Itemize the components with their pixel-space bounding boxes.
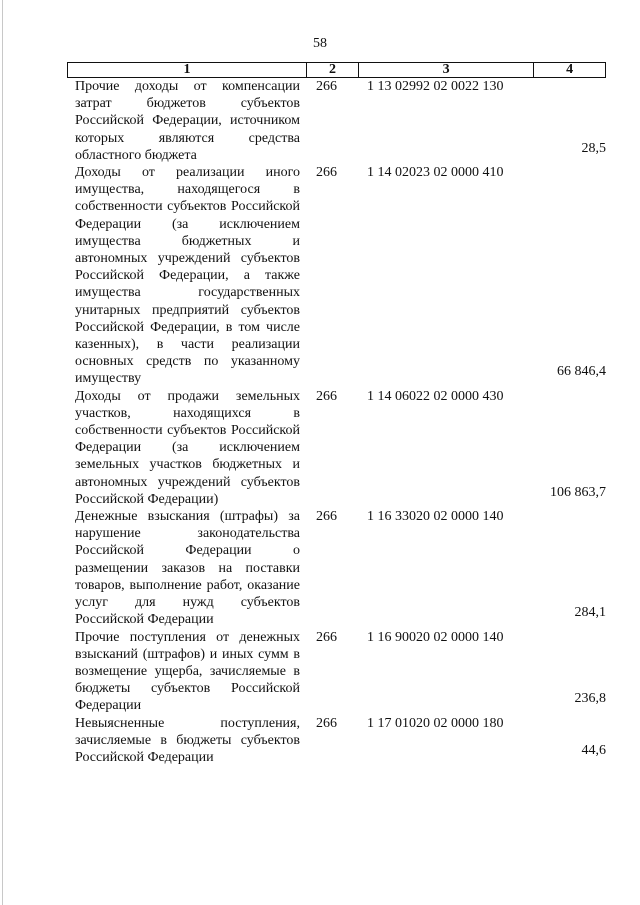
row-amount: 28,5	[581, 140, 606, 156]
row-budget-code: 1 17 01020 02 0000 180	[367, 715, 504, 731]
row-name: Прочие доходы от компенсации затрат бюджетов субъектов Российской Федерации, источником которых являются средства областного бюджета	[75, 79, 300, 163]
table-row	[67, 164, 606, 388]
row-admin-code: 266	[316, 165, 337, 181]
table-row	[67, 78, 606, 164]
table-row	[67, 715, 606, 767]
header-col-4: 4	[566, 62, 574, 77]
row-budget-code: 1 14 02023 02 0000 410	[367, 165, 504, 181]
row-amount: 44,6	[581, 742, 606, 758]
row-name: Прочие поступления от денежных взысканий (штрафов) и иных сумм в возмещение ущерба, зачисляемые в бюджеты субъектов Российской Федерации	[75, 629, 300, 714]
table-row	[67, 508, 606, 628]
row-admin-code: 266	[316, 629, 337, 645]
row-admin-code: 266	[316, 509, 337, 525]
row-amount: 106 863,7	[550, 484, 606, 500]
header-col-2: 2	[307, 63, 359, 77]
header-col-3: 3	[359, 63, 534, 77]
row-name: Денежные взыскания (штрафы) за нарушение законодательства Российской Федерации о размещении заказов на поставки товаров, выполнение работ, оказание услуг для нужд субъектов Российской Федерации	[75, 509, 300, 628]
row-admin-code: 266	[316, 79, 337, 94]
page-number: 58	[313, 36, 327, 51]
table-row	[67, 629, 606, 715]
row-budget-code: 1 14 06022 02 0000 430	[367, 388, 504, 404]
row-amount: 236,8	[574, 691, 606, 707]
table-header	[67, 62, 606, 78]
table-row	[67, 388, 606, 508]
row-budget-code: 1 16 90020 02 0000 140	[367, 629, 504, 645]
row-amount: 66 846,4	[557, 364, 606, 380]
row-budget-code: 1 13 02992 02 0022 130	[367, 79, 504, 94]
row-amount: 284,1	[574, 605, 606, 621]
header-col-1: 1	[68, 63, 307, 77]
row-name: Доходы от реализации иного имущества, находящегося в собственности субъектов Российской Федерации (за исключением имущества бюджетных и автономных учреждений субъектов Российской Федерации, а также имущества государственных унитарных предприятий субъектов Российской Федерации, в том числе казенных), в части реализации основных средств по указанному имуществу	[75, 165, 300, 387]
row-budget-code: 1 16 33020 02 0000 140	[367, 509, 504, 525]
row-admin-code: 266	[316, 715, 337, 731]
row-name: Невыясненные поступления, зачисляемые в бюджеты субъектов Российской Федерации	[75, 715, 300, 765]
row-admin-code: 266	[316, 388, 337, 404]
scan-edge-line	[2, 0, 3, 905]
row-name: Доходы от продажи земельных участков, находящихся в собственности субъектов Российской Федерации (за исключением земельных участков бюджетных и автономных учреждений субъектов Российской Федерации)	[75, 388, 300, 507]
revenue-table	[67, 62, 606, 766]
